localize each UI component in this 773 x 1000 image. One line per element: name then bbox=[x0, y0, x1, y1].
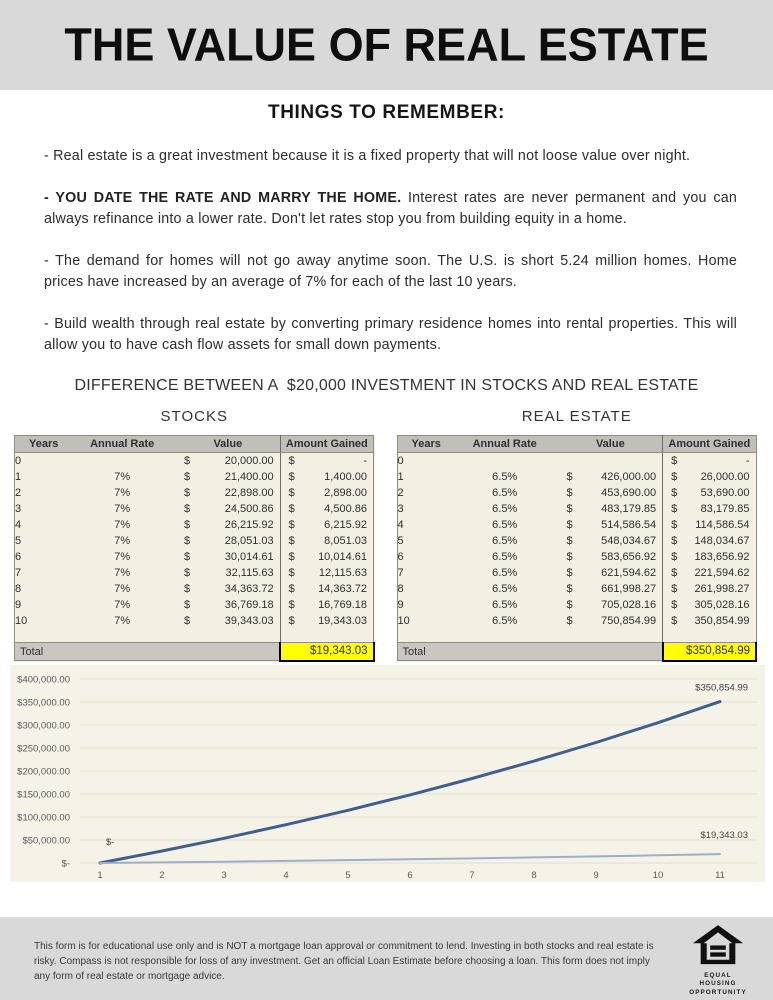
amount-gained-cell bbox=[663, 613, 756, 629]
annual-rate-cell: 6.5% bbox=[492, 534, 518, 547]
currency-cell: $ 26,215.92 bbox=[184, 518, 274, 531]
things-to-remember-heading: THINGS TO REMEMBER: bbox=[268, 102, 505, 123]
total-value-highlight: $19,343.03 bbox=[280, 643, 373, 661]
amount-gained-cell bbox=[280, 453, 373, 469]
comparison-heading: DIFFERENCE BETWEEN A $20,000 INVESTMENT IN STOCKS AND REAL ESTATE bbox=[74, 377, 699, 394]
column-header-amount-gained: Amount Gained bbox=[663, 436, 756, 453]
real-estate-column bbox=[397, 397, 758, 662]
svg-text:6: 6 bbox=[407, 869, 413, 881]
currency-cell: $ 483,179.85 bbox=[566, 502, 657, 515]
currency-cell: $ 6,215.92 bbox=[288, 518, 367, 531]
table-row bbox=[15, 613, 374, 629]
currency-cell: $ 426,000.00 bbox=[566, 470, 657, 483]
value-cell bbox=[176, 597, 280, 613]
annual-rate-cell: 6.5% bbox=[492, 518, 518, 531]
amount-gained-cell bbox=[663, 485, 756, 501]
table-row bbox=[15, 565, 374, 581]
svg-text:10: 10 bbox=[652, 869, 664, 881]
currency-cell: $ 34,363.72 bbox=[184, 582, 274, 595]
year-cell: 8 bbox=[397, 582, 404, 595]
real-estate-table-title: REAL ESTATE bbox=[521, 408, 632, 425]
currency-cell: $ 661,998.27 bbox=[566, 582, 657, 595]
year-cell: 1 bbox=[397, 470, 404, 483]
year-cell: 0 bbox=[397, 454, 404, 467]
table-header-row bbox=[397, 436, 756, 453]
footer-band bbox=[0, 917, 773, 1000]
column-header-value: Value bbox=[176, 436, 280, 453]
value-cell bbox=[176, 453, 280, 469]
year-cell: 7 bbox=[15, 566, 22, 579]
table-row bbox=[15, 485, 374, 501]
annual-rate-cell: 7% bbox=[114, 502, 131, 515]
table-row bbox=[397, 501, 756, 517]
annual-rate-cell: 6.5% bbox=[492, 486, 518, 499]
reminder-text: - Build wealth through real estate by converting primary residence homes into rental properties. This will allow you to have cash flow assets for small down payments. bbox=[44, 316, 737, 353]
currency-cell: $ 705,028.16 bbox=[566, 598, 657, 611]
currency-cell: $ 1,400.00 bbox=[288, 470, 367, 483]
year-cell: 2 bbox=[397, 486, 404, 499]
table-row bbox=[397, 565, 756, 581]
currency-cell: $ 261,998.27 bbox=[671, 582, 750, 595]
annual-rate-cell bbox=[68, 453, 176, 469]
svg-text:$300,000.00: $300,000.00 bbox=[17, 720, 70, 731]
table-row bbox=[15, 501, 374, 517]
spacer-row bbox=[397, 629, 756, 643]
column-header-years: Years bbox=[397, 436, 451, 453]
svg-text:$400,000.00: $400,000.00 bbox=[17, 674, 70, 685]
header-band bbox=[0, 0, 773, 90]
currency-cell: $ 30,014.61 bbox=[184, 550, 274, 563]
reminder-bold-lead: - YOU DATE THE RATE AND MARRY THE HOME. bbox=[44, 190, 402, 206]
table-row bbox=[397, 469, 756, 485]
currency-cell: $ 148,034.67 bbox=[671, 534, 750, 547]
equal-housing-icon bbox=[692, 925, 744, 965]
year-cell: 5 bbox=[397, 534, 404, 547]
currency-cell: $ 39,343.03 bbox=[184, 614, 274, 627]
amount-gained-cell bbox=[280, 469, 373, 485]
currency-cell: $ 750,854.99 bbox=[566, 614, 657, 627]
currency-cell: $ 548,034.67 bbox=[566, 534, 657, 547]
stocks-table-title: STOCKS bbox=[160, 408, 228, 425]
currency-cell: $ 621,594.62 bbox=[566, 566, 657, 579]
value-cell bbox=[176, 469, 280, 485]
currency-cell: $ 21,400.00 bbox=[184, 470, 274, 483]
table-row bbox=[397, 517, 756, 533]
value-cell bbox=[176, 485, 280, 501]
year-cell: 1 bbox=[15, 470, 22, 483]
annual-rate-cell: 7% bbox=[114, 582, 131, 595]
table-row bbox=[397, 453, 756, 469]
table-row bbox=[15, 549, 374, 565]
currency-cell: $ - bbox=[288, 454, 367, 467]
svg-text:$150,000.00: $150,000.00 bbox=[17, 789, 70, 800]
annual-rate-cell: 6.5% bbox=[492, 614, 518, 627]
amount-gained-cell bbox=[663, 549, 756, 565]
value-cell bbox=[559, 613, 663, 629]
svg-text:2: 2 bbox=[159, 869, 165, 881]
table-row bbox=[15, 581, 374, 597]
year-cell: 4 bbox=[15, 518, 22, 531]
amount-gained-cell bbox=[280, 565, 373, 581]
total-label: Total bbox=[397, 643, 663, 661]
year-cell: 4 bbox=[397, 518, 404, 531]
svg-text:$-: $- bbox=[106, 836, 115, 848]
svg-text:7: 7 bbox=[469, 869, 475, 881]
currency-cell: $ 26,000.00 bbox=[671, 470, 750, 483]
table-row bbox=[397, 549, 756, 565]
svg-text:$50,000.00: $50,000.00 bbox=[22, 835, 70, 846]
currency-cell: $ 305,028.16 bbox=[671, 598, 750, 611]
column-header-years: Years bbox=[15, 436, 69, 453]
currency-cell: $ 8,051.03 bbox=[288, 534, 367, 547]
year-cell: 9 bbox=[15, 598, 22, 611]
column-header-annual-rate: Annual Rate bbox=[451, 436, 559, 453]
annual-rate-cell: 7% bbox=[114, 470, 131, 483]
table-row bbox=[15, 517, 374, 533]
currency-cell: $ 10,014.61 bbox=[288, 550, 367, 563]
value-cell bbox=[176, 549, 280, 565]
value-cell bbox=[559, 517, 663, 533]
currency-cell: $ 2,898.00 bbox=[288, 486, 367, 499]
annual-rate-cell: 6.5% bbox=[492, 566, 518, 579]
currency-cell: $ 183,656.92 bbox=[671, 550, 750, 563]
value-cell bbox=[176, 581, 280, 597]
currency-cell: $ 24,500.86 bbox=[184, 502, 274, 515]
reminder-text: - Real estate is a great investment because it is a fixed property that will not loose value over night. bbox=[44, 148, 691, 164]
year-cell: 2 bbox=[15, 486, 22, 499]
currency-cell: $ 14,363.72 bbox=[288, 582, 367, 595]
reminder-text: Interest rates are never permanent and you can always refinance into a lower rate. Don't let rates stop you from building equity in a home. bbox=[44, 190, 737, 227]
amount-gained-cell bbox=[663, 517, 756, 533]
annual-rate-cell: 6.5% bbox=[492, 470, 518, 483]
currency-cell: $ 4,500.86 bbox=[288, 502, 367, 515]
svg-text:8: 8 bbox=[531, 869, 537, 881]
value-cell bbox=[559, 453, 663, 469]
total-label: Total bbox=[15, 643, 281, 661]
annual-rate-cell bbox=[451, 453, 559, 469]
reminder-paragraph bbox=[44, 314, 737, 356]
table-row bbox=[15, 453, 374, 469]
value-cell bbox=[559, 565, 663, 581]
column-header-amount-gained: Amount Gained bbox=[280, 436, 373, 453]
currency-cell: $ 28,051.03 bbox=[184, 534, 274, 547]
value-cell bbox=[176, 613, 280, 629]
svg-text:$350,000.00: $350,000.00 bbox=[17, 697, 70, 708]
currency-cell: $ 514,586.54 bbox=[566, 518, 657, 531]
currency-cell: $ 221,594.62 bbox=[671, 566, 750, 579]
amount-gained-cell bbox=[663, 565, 756, 581]
investment-growth-chart bbox=[10, 665, 765, 882]
value-cell bbox=[176, 533, 280, 549]
annual-rate-cell: 7% bbox=[114, 598, 131, 611]
year-cell: 10 bbox=[15, 614, 28, 627]
spacer-row bbox=[15, 629, 374, 643]
annual-rate-cell: 6.5% bbox=[492, 502, 518, 515]
reminder-paragraph bbox=[44, 146, 737, 167]
annual-rate-cell: 6.5% bbox=[492, 582, 518, 595]
currency-cell: $ 16,769.18 bbox=[288, 598, 367, 611]
currency-cell: $ 19,343.03 bbox=[288, 614, 367, 627]
table-row bbox=[15, 469, 374, 485]
currency-cell: $ 350,854.99 bbox=[671, 614, 750, 627]
currency-cell: $ 36,769.18 bbox=[184, 598, 274, 611]
year-cell: 3 bbox=[397, 502, 404, 515]
svg-text:$250,000.00: $250,000.00 bbox=[17, 743, 70, 754]
total-value-highlight: $350,854.99 bbox=[663, 643, 756, 661]
equal-housing-text-line1: EQUAL HOUSING bbox=[699, 972, 737, 987]
page-title: THE VALUE OF REAL ESTATE bbox=[64, 17, 709, 72]
table-row bbox=[397, 581, 756, 597]
svg-text:4: 4 bbox=[283, 869, 289, 881]
currency-cell: $ 20,000.00 bbox=[184, 454, 274, 467]
svg-text:5: 5 bbox=[345, 869, 351, 881]
real-estate-table-body bbox=[397, 453, 756, 629]
currency-cell: $ 83,179.85 bbox=[671, 502, 750, 515]
table-row bbox=[15, 533, 374, 549]
svg-text:1: 1 bbox=[97, 869, 103, 881]
reminder-text: - The demand for homes will not go away anytime soon. The U.S. is short 5.24 million homes. Home prices have increased by an average of 7% for each of the last 10 years. bbox=[44, 253, 737, 290]
table-row bbox=[397, 613, 756, 629]
svg-text:$-: $- bbox=[61, 858, 70, 869]
reminders-section bbox=[0, 146, 773, 356]
value-cell bbox=[176, 501, 280, 517]
amount-gained-cell bbox=[280, 501, 373, 517]
svg-text:9: 9 bbox=[593, 869, 599, 881]
year-cell: 6 bbox=[15, 550, 22, 563]
amount-gained-cell bbox=[280, 533, 373, 549]
year-cell: 9 bbox=[397, 598, 404, 611]
footer-disclaimer: This form is for educational use only and is NOT a mortgage loan approval or commitment to lend. Investing in both stocks and real estate is risky. Compass is not responsible for loss of any investment. Get an official Loan Estimate before choosing a loan. This form does not imply any form of real estate or mortgage advice. bbox=[34, 941, 654, 982]
svg-text:$100,000.00: $100,000.00 bbox=[17, 812, 70, 823]
year-cell: 3 bbox=[15, 502, 22, 515]
value-cell bbox=[176, 517, 280, 533]
year-cell: 5 bbox=[15, 534, 22, 547]
amount-gained-cell bbox=[663, 453, 756, 469]
table-header-row bbox=[15, 436, 374, 453]
comparison-tables bbox=[0, 397, 773, 662]
equal-housing-logo bbox=[689, 925, 747, 997]
currency-cell: $ 453,690.00 bbox=[566, 486, 657, 499]
total-row bbox=[397, 643, 756, 661]
amount-gained-cell bbox=[663, 597, 756, 613]
column-header-annual-rate: Annual Rate bbox=[68, 436, 176, 453]
value-cell bbox=[559, 469, 663, 485]
amount-gained-cell bbox=[280, 613, 373, 629]
real-estate-table bbox=[397, 435, 758, 662]
annual-rate-cell: 7% bbox=[114, 614, 131, 627]
amount-gained-cell bbox=[280, 549, 373, 565]
value-cell bbox=[559, 533, 663, 549]
annual-rate-cell: 6.5% bbox=[492, 550, 518, 563]
year-cell: 7 bbox=[397, 566, 404, 579]
amount-gained-cell bbox=[663, 581, 756, 597]
value-cell bbox=[559, 485, 663, 501]
svg-text:$19,343.03: $19,343.03 bbox=[700, 829, 748, 841]
stocks-table bbox=[14, 435, 375, 662]
year-cell: 0 bbox=[15, 454, 22, 467]
stocks-column bbox=[14, 397, 375, 662]
annual-rate-cell: 7% bbox=[114, 518, 131, 531]
currency-cell: $ - bbox=[671, 454, 750, 467]
annual-rate-cell: 7% bbox=[114, 534, 131, 547]
value-cell bbox=[176, 565, 280, 581]
annual-rate-cell: 7% bbox=[114, 566, 131, 579]
svg-text:$350,854.99: $350,854.99 bbox=[695, 682, 748, 694]
annual-rate-cell: 6.5% bbox=[492, 598, 518, 611]
amount-gained-cell bbox=[280, 517, 373, 533]
currency-cell: $ 12,115.63 bbox=[288, 566, 367, 579]
value-cell bbox=[559, 501, 663, 517]
amount-gained-cell bbox=[663, 501, 756, 517]
year-cell: 6 bbox=[397, 550, 404, 563]
amount-gained-cell bbox=[663, 469, 756, 485]
currency-cell: $ 114,586.54 bbox=[671, 518, 750, 531]
amount-gained-cell bbox=[280, 485, 373, 501]
value-cell bbox=[559, 581, 663, 597]
total-row bbox=[15, 643, 374, 661]
table-row bbox=[397, 485, 756, 501]
equal-housing-text-line2: OPPORTUNITY bbox=[689, 989, 747, 996]
table-row bbox=[15, 597, 374, 613]
year-cell: 8 bbox=[15, 582, 22, 595]
value-cell bbox=[559, 549, 663, 565]
value-cell bbox=[559, 597, 663, 613]
svg-text:$200,000.00: $200,000.00 bbox=[17, 766, 70, 777]
currency-cell: $ 53,690.00 bbox=[671, 486, 750, 499]
table-row bbox=[397, 533, 756, 549]
amount-gained-cell bbox=[280, 581, 373, 597]
amount-gained-cell bbox=[280, 597, 373, 613]
annual-rate-cell: 7% bbox=[114, 486, 131, 499]
table-row bbox=[397, 597, 756, 613]
currency-cell: $ 32,115.63 bbox=[184, 566, 274, 579]
currency-cell: $ 583,656.92 bbox=[566, 550, 657, 563]
svg-text:3: 3 bbox=[221, 869, 227, 881]
column-header-value: Value bbox=[559, 436, 663, 453]
amount-gained-cell bbox=[663, 533, 756, 549]
currency-cell: $ 22,898.00 bbox=[184, 486, 274, 499]
stocks-table-body bbox=[15, 453, 374, 629]
svg-text:11: 11 bbox=[715, 869, 725, 881]
annual-rate-cell: 7% bbox=[114, 550, 131, 563]
reminder-paragraph bbox=[44, 251, 737, 293]
year-cell: 10 bbox=[397, 614, 410, 627]
reminder-paragraph bbox=[44, 188, 737, 230]
